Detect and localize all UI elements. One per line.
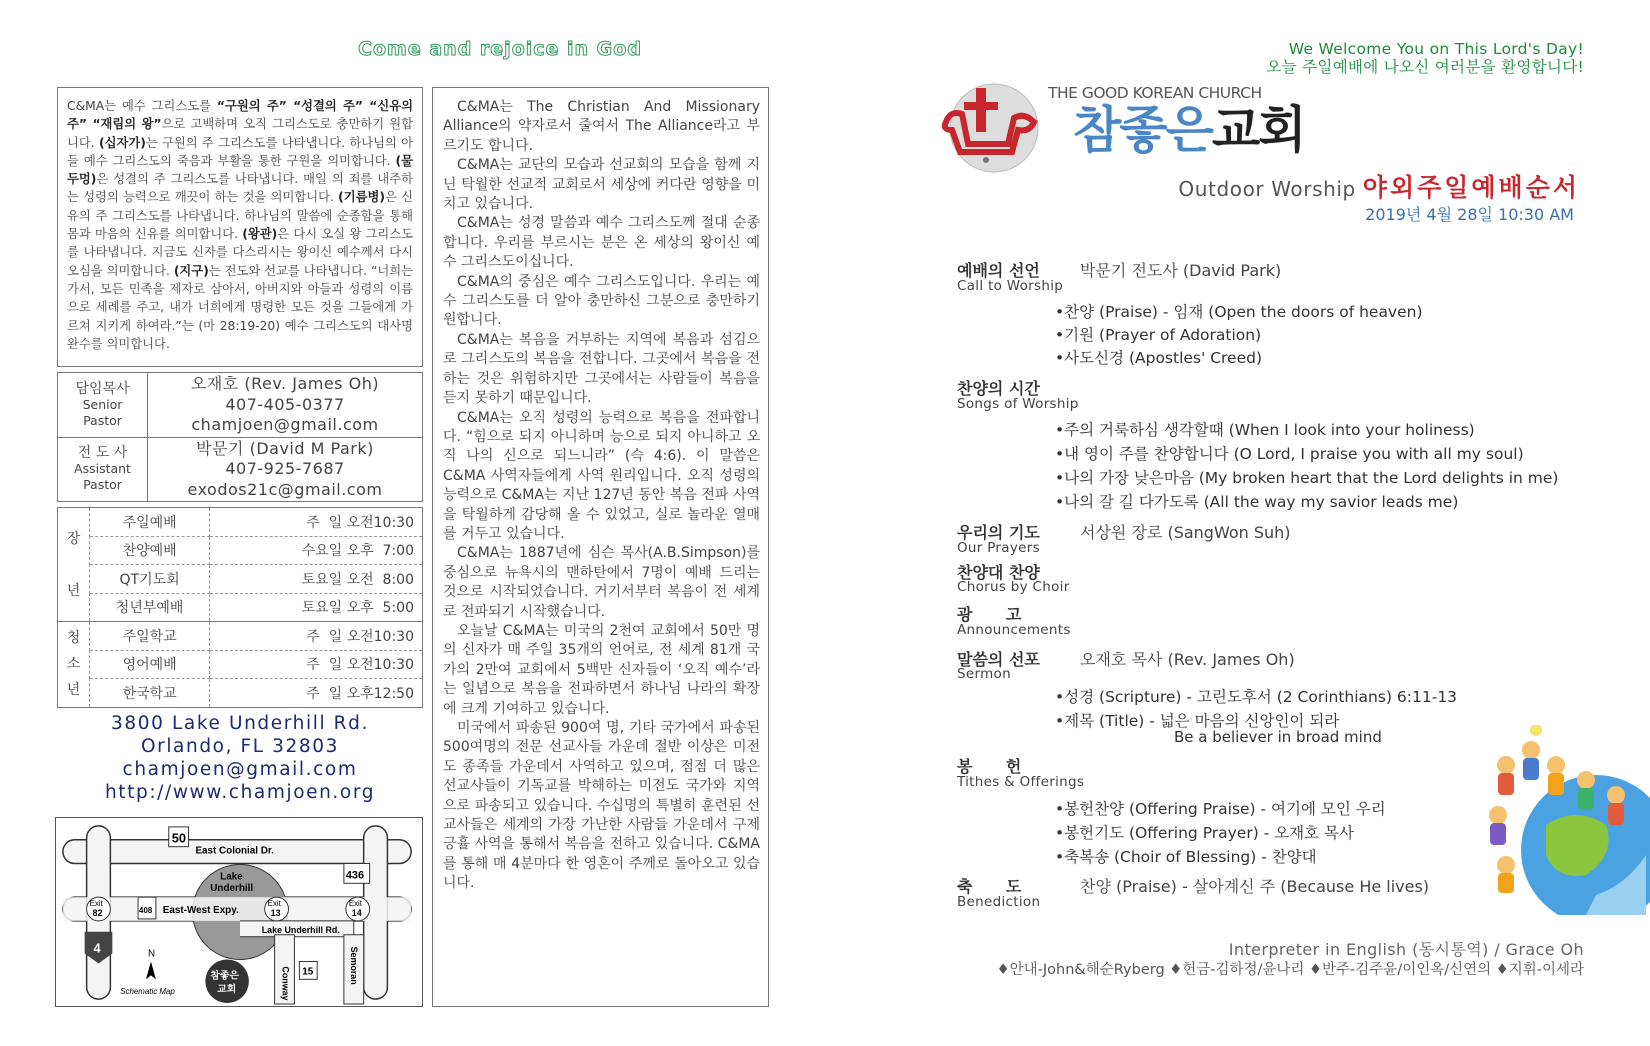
lake-label: Underhill	[210, 883, 254, 895]
section-subtitle: Songs of Worship	[957, 396, 1079, 412]
bulletin-title	[1178, 168, 1580, 204]
logo-ko-b: 교회	[1211, 101, 1305, 159]
section-subtitle: Chorus by Choir	[957, 579, 1070, 595]
expressway-label: East-West Expy.	[162, 904, 239, 916]
schedule-time: 주 일 오후12:50	[306, 685, 414, 702]
order-item: •봉헌기도 (Offering Prayer) - 오재호 목사	[1055, 824, 1355, 842]
schedule-row	[58, 565, 423, 594]
order-item: •사도신경 (Apostles' Creed)	[1055, 349, 1263, 367]
cma-about-column	[432, 87, 769, 1007]
address-street: 3800 Lake Underhill Rd.	[111, 713, 369, 734]
welcome-message	[1266, 40, 1584, 76]
about-paragraph: C&MA는 성경 말씀과 예수 그리스도께 절대 순종합니다. 우리를 부르시는 분은 온 세상의 왕이신 예수 그리스도이십니다.	[443, 215, 760, 271]
intro-text: 은 성결의 주 그리스도를 나타냅니다. 매일 의 죄를 내주하는 성령의 능력으로 깨끗이 하는 것을 의미합니다.	[67, 172, 413, 205]
staff-name: 박문기 (David M Park)	[196, 438, 374, 458]
staff-role-en: Senior	[82, 396, 123, 412]
section-heading: 봉 헌	[957, 757, 1022, 776]
hwy-408-label: 408	[139, 905, 153, 915]
service-volunteers: ♦안내-John&해순Ryberg ♦헌금-김하정/윤나리 ♦반주-김주윤/이인옥/신연의 ♦지휘-이세라	[996, 962, 1584, 978]
service-date: 2019년 4월 28일 10:30 AM	[1365, 205, 1574, 224]
staff-email[interactable]: exodos21c@gmail.com	[187, 479, 383, 499]
staff-table	[57, 372, 423, 502]
about-paragraph: C&MA는 복음을 거부하는 지역에 복음과 섬김으로 그리스도의 복음을 전합니다. 그곳에서 복음을 전하는 것은 위험하지만 그곳에서는 사람들이 복음을 듣지 못하기 때문입니다.	[443, 331, 760, 407]
exit-82-label: 82	[92, 907, 103, 918]
about-paragraph: 오늘날 C&MA는 미국의 2천여 교회에서 50만 명의 신자가 매 주일 35개의 언어로, 전 세계 81개 국가의 2만여 교회에서 5백만 신자들이 ‘오직 예수’라는 일념으로 복음을 전파하면서 하나님 나라의 확장에 크게 기여하고 있습니다.	[443, 622, 760, 717]
north-arrow-icon	[146, 961, 156, 979]
intro-emphasis: (물두멍)	[67, 153, 413, 187]
order-item: •축복송 (Choir of Blessing) - 찬양대	[1055, 848, 1317, 866]
section-subtitle: Our Prayers	[957, 540, 1040, 556]
schedule-time: 토요일 오후 5:00	[210, 593, 423, 622]
schedule-name: 주일학교	[90, 622, 210, 651]
church-marker-label: 교회	[217, 984, 237, 996]
staff-role-en: Assistant	[74, 461, 131, 477]
intro-text: 으로 고백하며 오직 그리스도로 충만하기 원합니다.	[67, 117, 414, 150]
welcome-ko: 오늘 주일예배에 나오신 여러분을 환영합니다!	[1266, 58, 1584, 76]
logo-english-name: THE GOOD KOREAN CHURCH	[1048, 84, 1262, 102]
hwy-50-label: 50	[171, 830, 187, 846]
staff-email[interactable]: chamjoen@gmail.com	[191, 415, 379, 434]
section-subtitle: Announcements	[957, 622, 1071, 638]
map-caption: Schematic Map	[120, 987, 175, 997]
section-leader: 찬양 (Praise) - 살아계신 주 (Because He lives)	[1080, 877, 1430, 896]
staff-phone: 407-405-0377	[225, 394, 345, 414]
intro-emphasis: (지구)	[173, 263, 209, 278]
interpreter-note: Interpreter in English (동시통역) / Grace Oh	[1228, 940, 1584, 959]
staff-row	[58, 437, 423, 502]
about-paragraph: C&MA의 중심은 예수 그리스도입니다. 우리는 예수 그리스도를 더 알아 충만하신 그분으로 충만하기 원합니다.	[443, 273, 760, 329]
north-label: N	[147, 948, 156, 960]
intro-text: 는 전도와 선교를 나타냅니다. “너희는 가서, 모든 민족을 제자로 삼아서, 아버지와 아들과 성령의 이름으로 세례를 주고, 내가 너희에게 명령한 모든 것을 그들에게 가르쳐 지키게 하여라.”는 (마 28:19-20) 예수 그리스도의 대사명 완수를 의미합니다.	[67, 263, 413, 351]
section-subtitle: Benediction	[957, 894, 1041, 910]
order-item: •나의 가장 낮은마음 (My broken heart that the Lord delights in me)	[1055, 469, 1559, 487]
section-heading: 예배의 선언	[957, 261, 1040, 280]
schedule-name: 영어예배	[90, 650, 210, 679]
section-heading: 광 고	[957, 605, 1022, 624]
schedule-group-youth: 청 소 년	[58, 622, 90, 708]
section-heading: 말씀의 선포	[957, 650, 1040, 669]
schedule-name: 청년부예배	[90, 593, 210, 622]
schedule-name: QT기도회	[90, 565, 210, 594]
church-address	[57, 712, 423, 804]
schedule-time: 수요일 오후 7:00	[210, 536, 423, 565]
hwy-15-label: 15	[302, 966, 314, 978]
staff-row	[58, 373, 423, 438]
address-city: Orlando, FL 32803	[140, 736, 340, 757]
staff-role-en: Pastor	[83, 477, 122, 493]
exit-label: Exit	[348, 899, 363, 909]
cma-symbol-description	[57, 87, 423, 367]
section-heading: 우리의 기도	[957, 523, 1040, 542]
order-item: •주의 거룩하심 생각할때 (When I look into your holiness)	[1055, 421, 1475, 439]
schedule-group-adult: 장 년	[58, 508, 90, 622]
schedule-row	[58, 622, 423, 651]
section-leader: 박문기 전도사 (David Park)	[1080, 261, 1282, 280]
schedule-time: 주 일 오전10:30	[210, 622, 423, 651]
staff-name: 오재호 (Rev. James Oh)	[190, 374, 380, 393]
church-marker-label: 참좋은	[210, 970, 239, 982]
title-ko: 야외주일예배순서	[1362, 173, 1580, 202]
schedule-name: 주일예배	[90, 508, 210, 537]
intro-emphasis: (십자가)	[98, 135, 146, 150]
schedule-time: 토요일 오전 8:00	[210, 565, 423, 594]
i4-label: 4	[93, 940, 101, 956]
title-en: Outdoor Worship	[1178, 177, 1356, 201]
section-heading: 찬양의 시간	[957, 379, 1040, 398]
lake-label: Lake	[220, 871, 243, 883]
section-subtitle: Tithes & Offerings	[957, 774, 1085, 790]
schedule-time: 주 일 오전10:30	[210, 650, 423, 679]
exit-label: Exit	[267, 899, 281, 909]
welcome-en: We Welcome You on This Lord's Day!	[1288, 40, 1584, 58]
section-leader: 오재호 목사 (Rev. James Oh)	[1080, 650, 1295, 669]
section-heading: 찬양대 찬양	[957, 563, 1040, 582]
hwy-436-label: 436	[345, 869, 365, 882]
about-paragraph: C&MA는 The Christian And Missionary Alliance의 약자로서 줄여서 The Alliance라고 부르기도 합니다.	[443, 99, 760, 154]
section-leader: 서상원 장로 (SangWon Suh)	[1080, 523, 1291, 542]
globe-children-illustration	[1476, 725, 1650, 915]
about-paragraph: C&MA는 오직 성령의 능력으로 복음을 전파합니다. “힘으로 되지 아니하며 능으로 되지 아니하고 오직 나의 신으로 되느니라” (슥 4:6). 이 말씀은 C&MA 사역자들에게 사역 원리입니다. 오직 성령의 능력으로 C&MA는 지난 127년 동안 복음 전파 사역을 탁월하게 감당해 올 수 있었고, 실로 놀라운 열매를 거두고 있습니다.	[443, 409, 760, 542]
staff-role-ko: 담임목사	[75, 380, 130, 397]
intro-emphasis: (기름병)	[338, 190, 385, 205]
about-paragraph: 미국에서 파송된 900여 명, 기타 국가에서 파송된 500여명의 전문 선교사들 가운데 절반 이상은 미전도 종족들 가운데서 사역하고 있으며, 점점 더 많은 선교사들이 기독교를 박해하는 미전도 국가와 지역으로 파송되고 있습니다. 수십명의 특별히 훈련된 선교사들은 세계의 가장 가난한 사람들 가운데서 구제 긍휼 사역을 통해서 복음을 전하고 있습니다. C&MA를 통해 매 4분마다 한 영혼이 주께로 돌아오고 있습니다.	[443, 720, 760, 892]
order-item: •기원 (Prayer of Adoration)	[1055, 326, 1262, 344]
order-item: •성경 (Scripture) - 고린도후서 (2 Corinthians) 6:11-13	[1055, 688, 1458, 706]
intro-text: 는 구원의 주 그리스도를 나타냅니다. 하나님의 아들 예수 그리스도의 죽음과 부활을 통한 구원을 의미합니다.	[67, 135, 413, 168]
address-website[interactable]: http://www.chamjoen.org	[104, 782, 376, 803]
schematic-map	[55, 817, 423, 1007]
schedule-name: 찬양예배	[90, 536, 210, 565]
exit-13-label: 13	[270, 907, 281, 918]
exit-label: Exit	[89, 899, 103, 909]
order-item: •나의 갈 길 다가도록 (All the way my savior leads me)	[1055, 493, 1459, 511]
order-item: •내 영이 주를 찬양합니다 (O Lord, I praise you with all my soul)	[1055, 445, 1524, 463]
staff-role-ko: 전 도 사	[77, 445, 128, 462]
service-schedule-table	[57, 507, 423, 708]
section-heading: 축 도	[957, 877, 1022, 896]
intro-text: 은 다시 오실 왕 그리스도를 나타냅니다. 지금도 신자를 다스리시는 왕이신 예수께서 다시 오심을 의미합니다.	[67, 227, 413, 278]
intro-text: C&MA는 예수 그리스도를	[67, 99, 217, 113]
church-logo-emblem	[936, 80, 1046, 175]
address-email[interactable]: chamjoen@gmail.com	[122, 759, 358, 780]
intro-emphasis: “구원의 주” “성결의 주” “신유의 주” “재림의 왕”	[67, 99, 413, 132]
schedule-row	[58, 679, 423, 708]
about-paragraph: C&MA는 1887년에 심슨 목사(A.B.Simpson)를 중심으로 뉴욕시의 맨하탄에서 7명이 예배 드리는 것으로 시작되었습니다. 거기서부터 복음이 전 세계로 전파되기 시작했습니다.	[443, 545, 760, 620]
intro-emphasis: (왕관)	[242, 227, 278, 242]
section-subtitle: Sermon	[957, 666, 1011, 682]
logo-korean-name	[1073, 100, 1305, 160]
intro-text: 은 신유의 주 그리스도를 나타냅니다. 하나님의 말씀에 순종함을 통해 몸과 마음의 신유를 의미합니다.	[67, 190, 413, 242]
order-item: •제목 (Title) - 넓은 마음의 신앙인이 되라	[1055, 712, 1340, 730]
exit-14-label: 14	[351, 907, 362, 918]
schedule-row	[58, 508, 423, 537]
section-subtitle: Call to Worship	[957, 278, 1064, 294]
sermon-title-en: Be a believer in broad mind	[1174, 728, 1382, 746]
schedule-row	[58, 593, 423, 622]
staff-phone: 407-925-7687	[225, 459, 345, 478]
schedule-time: 주 일 오전10:30	[210, 508, 423, 537]
schedule-row	[58, 650, 423, 679]
staff-role-en: Pastor	[83, 412, 122, 428]
schedule-name: 한국학교	[90, 679, 210, 708]
about-paragraph: C&MA는 교단의 모습과 선교회의 모습을 함께 지닌 탁월한 선교적 교회로서 세상에 커다란 영향을 미치고 있습니다.	[443, 157, 760, 213]
order-item: •봉헌찬양 (Offering Praise) - 여기에 모인 우리	[1055, 800, 1386, 818]
logo-ko-a: 참좋은	[1073, 101, 1212, 159]
colonial-label: East Colonial Dr.	[195, 845, 274, 857]
underhill-rd-label: Lake Underhill Rd.	[261, 924, 340, 935]
semoran-label: Semoran	[348, 946, 359, 985]
order-item: •찬양 (Praise) - 임재 (Open the doors of heaven)	[1055, 303, 1423, 321]
motto-heading: Come and rejoice in God	[358, 38, 642, 60]
conway-label: Conway	[280, 966, 291, 1001]
schedule-row	[58, 536, 423, 565]
